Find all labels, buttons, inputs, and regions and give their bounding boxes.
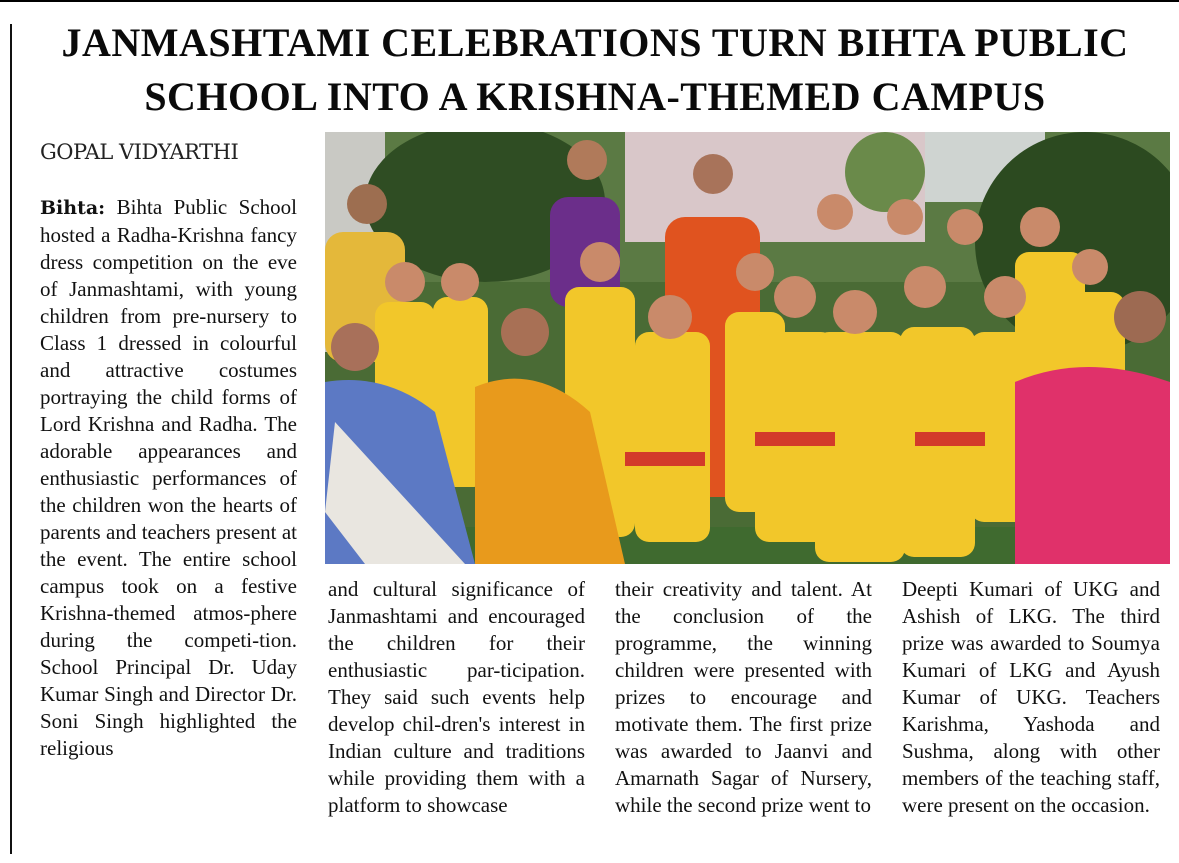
byline: GOPAL VIDYARTHI: [40, 140, 239, 164]
headline: [20, 16, 1170, 124]
headline-line-1: JANMASHTAMI CELEBRATIONS TURN BIHTA PUBLIC: [61, 20, 1129, 65]
dateline: Bihta:: [40, 197, 106, 219]
article-column-1: [40, 194, 297, 762]
event-photo: [325, 132, 1170, 564]
article-column-4: [902, 576, 1160, 819]
article-text-1: Bihta Public School hosted a Radha-Krishna fancy dress competition on the eve of Janmashtami, with young children from pre-nursery to Class 1 dressed in colourful and attractive costumes portraying the child forms of Lord Krishna and Radha. The adorable appearances and enthusiastic performances of the children won the hearts of parents and teachers present at the event. The entire school campus took on a festive Krishna-themed atmos-phere during the competi-tion. School Principal Dr. Uday Kumar Singh and Director Dr. Soni Singh highlighted the religious: [40, 195, 298, 760]
article-text-4: Deepti Kumari of UKG and Ashish of LKG. The third prize was awarded to Soumya Kumari of LKG and Ayush Kumar of UKG. Teachers Karishma, Yashoda and Sushma, along with other members of the teaching staff, were present on the occasion.: [902, 577, 1160, 817]
article-text-2: and cultural significance of Janmashtami and encouraged the children for their enthusiastic par-ticipation. They said such events help develop chil-dren's interest in Indian culture and traditions while providing them with a platform to showcase: [328, 577, 585, 817]
article-column-2: [328, 576, 585, 819]
article-text-3: their creativity and talent. At the conclusion of the programme, the winning children were presented with prizes to encourage and motivate them. The first prize was awarded to Jaanvi and Amarnath Sagar of Nursery, while the second prize went to: [615, 577, 872, 817]
column-rule: [10, 24, 12, 854]
headline-line-2: SCHOOL INTO A KRISHNA-THEMED CAMPUS: [144, 74, 1046, 119]
photo-illustration: [325, 132, 1170, 564]
article-column-3: [615, 576, 872, 819]
